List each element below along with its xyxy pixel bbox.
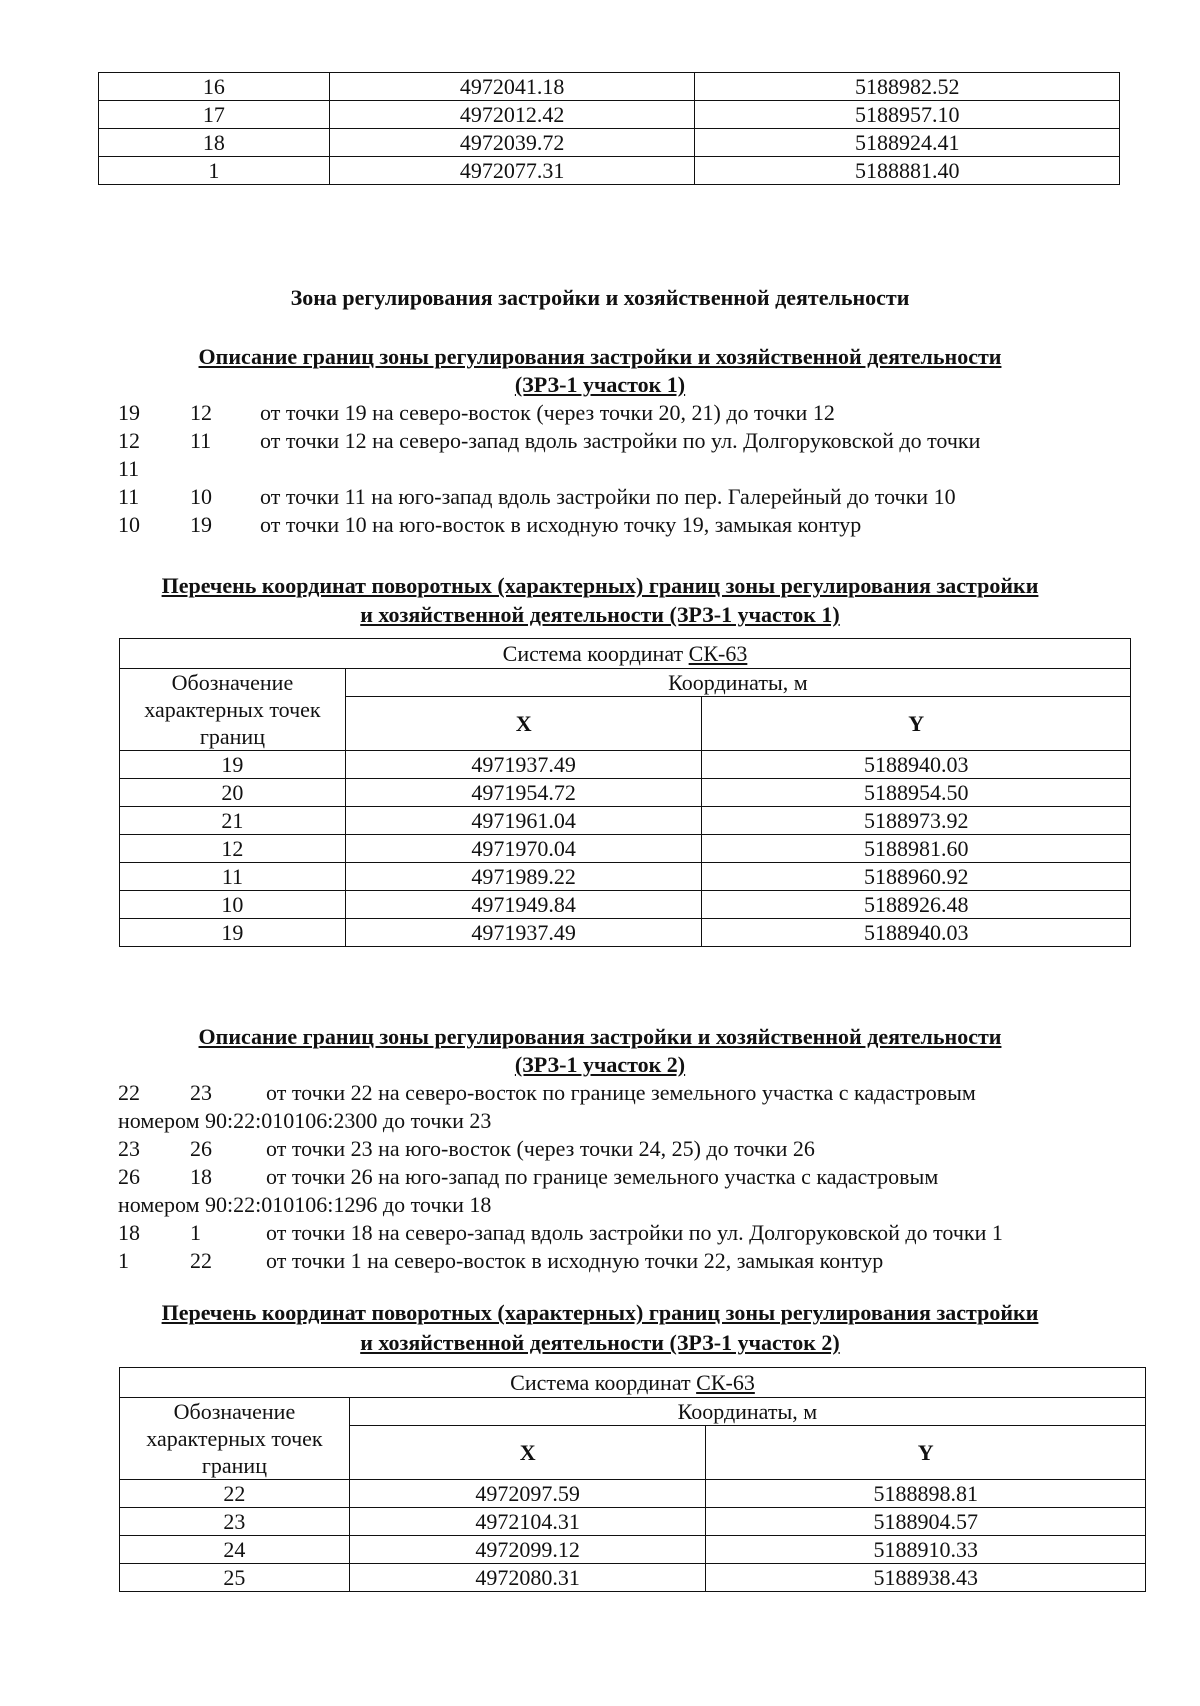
table-row bbox=[120, 1508, 1146, 1536]
list1-title-line2: и хозяйственной деятельности (ЗРЗ-1 участок 1) bbox=[360, 602, 840, 627]
boundary-description: от точки 11 на юго-запад вдоль застройки по пер. Галерейный до точки 10 bbox=[260, 484, 956, 509]
boundary-description: от точки 19 на северо-восток (через точки 20, 21) до точки 12 bbox=[260, 400, 835, 425]
y-cell: 5188926.48 bbox=[702, 891, 1131, 919]
to-point: 19 bbox=[190, 512, 212, 537]
point-cell: 18 bbox=[99, 129, 330, 157]
point-cell: 10 bbox=[120, 891, 346, 919]
point-cell: 16 bbox=[99, 73, 330, 101]
to-point: 12 bbox=[190, 400, 212, 425]
boundary-description: от точки 1 на северо-восток в исходную точки 22, замыкая контур bbox=[266, 1248, 884, 1273]
top-coordinates-table bbox=[98, 72, 1120, 185]
top-table-body bbox=[99, 73, 1120, 185]
y-cell: 5188938.43 bbox=[706, 1564, 1146, 1592]
x-cell: 4972099.12 bbox=[349, 1536, 706, 1564]
x-cell: 4971989.22 bbox=[345, 863, 702, 891]
section2-title-line1: Описание границ зоны регулирования застройки и хозяйственной деятельности bbox=[198, 1024, 1002, 1049]
table-row bbox=[99, 157, 1120, 185]
list1-system-prefix: Система координат bbox=[502, 641, 689, 666]
from-point: 22 bbox=[118, 1080, 140, 1105]
from-point: 19 bbox=[118, 400, 140, 425]
from-point: номером 90:22:010106:1296 до точки 18 bbox=[118, 1192, 492, 1217]
table-row bbox=[120, 891, 1131, 919]
y-cell: 5188982.52 bbox=[695, 73, 1120, 101]
y-cell: 5188940.03 bbox=[702, 751, 1131, 779]
list1-table bbox=[119, 638, 1131, 947]
y-cell: 5188981.60 bbox=[702, 835, 1131, 863]
y-cell: 5188973.92 bbox=[702, 807, 1131, 835]
to-point: 22 bbox=[190, 1248, 212, 1273]
list2-system-name: СК-63 bbox=[696, 1370, 755, 1395]
point-cell: 21 bbox=[120, 807, 346, 835]
x-cell: 4972041.18 bbox=[329, 73, 695, 101]
x-cell: 4971949.84 bbox=[345, 891, 702, 919]
y-cell: 5188924.41 bbox=[695, 129, 1120, 157]
from-point: 1 bbox=[118, 1248, 129, 1273]
point-cell: 1 bbox=[99, 157, 330, 185]
boundary-description: от точки 10 на юго-восток в исходную точку 19, замыкая контур bbox=[260, 512, 862, 537]
to-point: 11 bbox=[190, 428, 212, 453]
from-point: 18 bbox=[118, 1220, 140, 1245]
list2-coords-label: Координаты, м bbox=[349, 1398, 1145, 1426]
boundary-description: от точки 23 на юго-восток (через точки 24, 25) до точки 26 bbox=[266, 1136, 815, 1161]
from-point: 10 bbox=[118, 512, 140, 537]
boundary-description: от точки 22 на северо-восток по границе земельного участка с кадастровым bbox=[266, 1080, 976, 1105]
y-cell: 5188904.57 bbox=[706, 1508, 1146, 1536]
section2-title-line2: (ЗРЗ-1 участок 2) bbox=[514, 1052, 686, 1077]
from-point: 23 bbox=[118, 1136, 140, 1161]
point-cell: 25 bbox=[120, 1564, 350, 1592]
table-row bbox=[99, 73, 1120, 101]
to-point: 18 bbox=[190, 1164, 212, 1189]
point-cell: 17 bbox=[99, 101, 330, 129]
list2-y-label: Y bbox=[706, 1426, 1146, 1480]
point-cell: 12 bbox=[120, 835, 346, 863]
y-cell: 5188960.92 bbox=[702, 863, 1131, 891]
x-cell: 4971937.49 bbox=[345, 919, 702, 947]
from-point: 11 bbox=[118, 456, 140, 481]
list2-table bbox=[119, 1367, 1146, 1592]
boundary-description: от точки 18 на северо-запад вдоль застройки по ул. Долгоруковской до точки 1 bbox=[266, 1220, 1003, 1245]
to-point: 10 bbox=[190, 484, 212, 509]
list2-system-prefix: Система координат bbox=[510, 1370, 697, 1395]
x-cell: 4972080.31 bbox=[349, 1564, 706, 1592]
point-cell: 24 bbox=[120, 1536, 350, 1564]
point-cell: 11 bbox=[120, 863, 346, 891]
list2-title-line1: Перечень координат поворотных (характерных) границ зоны регулирования застройки bbox=[161, 1300, 1039, 1325]
y-cell: 5188910.33 bbox=[706, 1536, 1146, 1564]
x-cell: 4972012.42 bbox=[329, 101, 695, 129]
y-cell: 5188898.81 bbox=[706, 1480, 1146, 1508]
from-point: 26 bbox=[118, 1164, 140, 1189]
table-row bbox=[120, 1536, 1146, 1564]
from-point: 12 bbox=[118, 428, 140, 453]
list2-x-label: X bbox=[349, 1426, 706, 1480]
boundary-description: от точки 26 на юго-запад по границе земельного участка с кадастровым bbox=[266, 1164, 939, 1189]
point-cell: 19 bbox=[120, 919, 346, 947]
point-cell: 20 bbox=[120, 779, 346, 807]
from-point: номером 90:22:010106:2300 до точки 23 bbox=[118, 1108, 492, 1133]
y-cell: 5188881.40 bbox=[695, 157, 1120, 185]
list2-table-body bbox=[120, 1480, 1146, 1592]
y-cell: 5188940.03 bbox=[702, 919, 1131, 947]
list1-system-name: СК-63 bbox=[688, 641, 748, 666]
to-point: 26 bbox=[190, 1136, 212, 1161]
point-cell: 22 bbox=[120, 1480, 350, 1508]
zone-title: Зона регулирования застройки и хозяйственной деятельности bbox=[290, 285, 910, 310]
to-point: 1 bbox=[190, 1220, 201, 1245]
list1-title-line1: Перечень координат поворотных (характерных) границ зоны регулирования застройки bbox=[161, 573, 1039, 598]
list1-point-label: Обозначение характерных точек границ bbox=[120, 669, 346, 751]
table-row bbox=[120, 807, 1131, 835]
table-row bbox=[120, 835, 1131, 863]
x-cell: 4971970.04 bbox=[345, 835, 702, 863]
list1-table-body bbox=[120, 751, 1131, 947]
point-cell: 23 bbox=[120, 1508, 350, 1536]
table-row bbox=[120, 1480, 1146, 1508]
point-cell: 19 bbox=[120, 751, 346, 779]
to-point: 23 bbox=[190, 1080, 212, 1105]
table-row bbox=[120, 919, 1131, 947]
x-cell: 4971954.72 bbox=[345, 779, 702, 807]
section1-title-line2: (ЗРЗ-1 участок 1) bbox=[514, 372, 686, 397]
list2-point-label: Обозначение характерных точек границ bbox=[120, 1398, 350, 1480]
table-row bbox=[120, 863, 1131, 891]
x-cell: 4971937.49 bbox=[345, 751, 702, 779]
x-cell: 4972104.31 bbox=[349, 1508, 706, 1536]
table-row bbox=[120, 1564, 1146, 1592]
section1-title-line1: Описание границ зоны регулирования застройки и хозяйственной деятельности bbox=[198, 344, 1002, 369]
table-row bbox=[99, 101, 1120, 129]
table-row bbox=[120, 751, 1131, 779]
y-cell: 5188954.50 bbox=[702, 779, 1131, 807]
list1-coords-label: Координаты, м bbox=[345, 669, 1130, 697]
x-cell: 4972077.31 bbox=[329, 157, 695, 185]
list2-title-line2: и хозяйственной деятельности (ЗРЗ-1 участок 2) bbox=[360, 1330, 840, 1355]
list1-system-cell bbox=[120, 639, 1131, 669]
boundary-description: от точки 12 на северо-запад вдоль застройки по ул. Долгоруковской до точки bbox=[260, 428, 981, 453]
x-cell: 4972039.72 bbox=[329, 129, 695, 157]
list1-x-label: X bbox=[345, 697, 702, 751]
table-row bbox=[99, 129, 1120, 157]
x-cell: 4971961.04 bbox=[345, 807, 702, 835]
x-cell: 4972097.59 bbox=[349, 1480, 706, 1508]
y-cell: 5188957.10 bbox=[695, 101, 1120, 129]
list2-system-cell bbox=[120, 1368, 1146, 1398]
table-row bbox=[120, 779, 1131, 807]
list1-y-label: Y bbox=[702, 697, 1131, 751]
from-point: 11 bbox=[118, 484, 140, 509]
